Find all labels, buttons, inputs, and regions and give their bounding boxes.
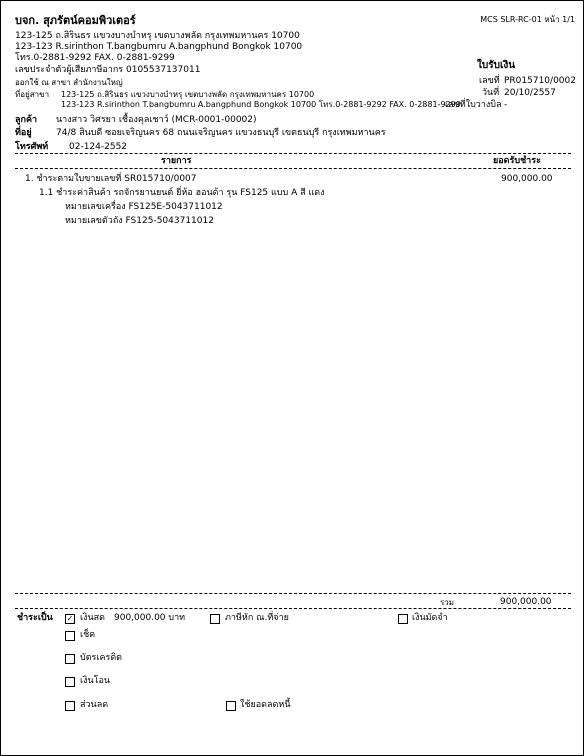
transfer-label: เงินโอน [80,676,111,686]
form-code: MCS SLR-RC-01 หน้า 1/1 [480,15,575,24]
withholding-tax-label: ภาษีหัก ณ.ที่จ่าย [225,613,289,623]
bill-number-value: - [504,100,508,110]
cash-amount: 900,000.00 บาท [114,613,186,623]
bill-number-label: เลขที่ใบวางบิล [445,100,502,110]
total-bottom-divider [15,608,571,609]
document-date-label: วันที่ [482,88,500,98]
customer-address: 74/8 สินบดี ซอยเจริญนคร 68 ถนนเจริญนคร แขวงธนบุรี เขตธนบุรี กรุงเทพมหานคร [56,128,386,138]
branch-address-en: 123-123 R.sirinthon T.bangbumru A.bangphund Bongkok 10700 โทร.0-2881-9292 FAX. 0-2881-9299 [61,100,461,109]
total-label: รวม [440,598,455,607]
debt-reduction-label: ใช้ยอดลดหนี้ [240,700,291,710]
line-item-1-1: 1.1 ชำระค่าสินค้า รถจักรยานยนต์ ยี่ห้อ ฮอนด้า รุน FS125 แบบ A สี แดง [39,188,325,198]
branch-address-th: 123-125 ถ.สิรินธร แขวงบางบำหรุ เขตบางพลัด กรุงเทพมหานคร 10700 [61,90,315,99]
total-amount: 900,000.00 [500,597,552,607]
debt-reduction-checkbox[interactable] [226,701,236,711]
payment-label: ชำระเป็น [17,613,53,623]
cheque-label: เช็ค [80,630,96,640]
customer-address-label: ที่อยู่ [15,128,32,138]
company-address-th: 123-125 ถ.สิรินธร แขวงบางบำหรุ เขตบางพลัด กรุงเทพมหานคร 10700 [15,31,300,41]
customer-name-label: ลูกค้า [15,115,38,125]
deposit-checkbox[interactable] [398,614,408,624]
customer-phone: 02-124-2552 [69,142,128,152]
deposit-label: เงินมัดจำ [412,613,448,623]
chassis-number: หมายเลขตัวถัง FS125-5043711012 [65,216,214,226]
cash-label: เงินสด [80,613,105,623]
company-address-en: 123-123 R.sirinthon T.bangbumru A.bangphund Bongkok 10700 [15,42,303,52]
engine-number: หมายเลขเครื่อง FS125E-5043711012 [65,202,223,212]
document-title: ใบรับเงิน [477,60,516,71]
branch-address-label: ที่อยู่สาขา [15,90,50,99]
document-number-label: เลขที่ [479,76,500,86]
document-date: 20/10/2557 [504,88,556,98]
issued-branch: ออกใช้ ณ สาขา สำนักงานใหญ่ [15,78,123,87]
customer-phone-label: โทรศัพท์ [15,142,49,152]
table-header-divider [15,168,571,169]
transfer-checkbox[interactable] [65,677,75,687]
credit-card-label: บัตรเครดิต [80,653,123,663]
company-tax-id: เลขประจำตัวผู้เสียภาษีอากร 0105537137011 [15,65,201,75]
credit-card-checkbox[interactable] [65,654,75,664]
customer-name: นางสาว วิศรยา เชื้องคุลเชาว์ (MCR-0001-00002) [56,115,257,125]
total-top-divider [15,593,571,594]
discount-checkbox[interactable] [65,701,75,711]
company-phone-fax: โทร.0-2881-9292 FAX. 0-2881-9299 [15,53,175,63]
line-item-1-amount: 900,000.00 [501,174,553,184]
cheque-checkbox[interactable] [65,631,75,641]
document-number: PR015710/0002 [504,76,576,86]
discount-label: ส่วนลด [80,700,109,710]
withholding-tax-checkbox[interactable] [210,614,220,624]
table-top-divider [15,153,571,154]
cash-checkbox[interactable]: ✓ [66,614,74,623]
company-name: บจก. สุภรัตน์คอมพิวเตอร์ [15,14,136,27]
line-item-1: 1. ชำระตามใบขายเลขที่ SR015710/0007 [25,174,197,184]
table-header-items: รายการ [161,156,192,166]
table-header-amount: ยอดรับชำระ [493,156,541,166]
